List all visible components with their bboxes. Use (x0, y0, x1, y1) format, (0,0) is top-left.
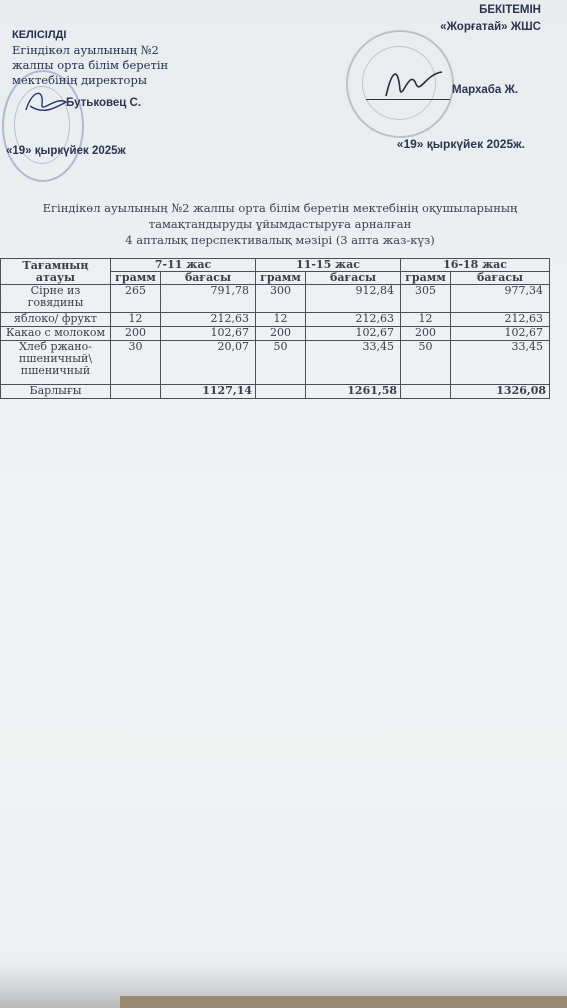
total-label: Барлығы (1, 385, 111, 399)
total-16-18: 1326,08 (451, 385, 550, 399)
document-title-line-1: Егіндікөл ауылының №2 жалпы орта білім беретін мектебінің оқушыларының (42, 201, 518, 215)
menu-table (0, 258, 550, 399)
gram-cell: 305 (401, 285, 451, 313)
company-name: «Жорғатай» ЖШС (440, 21, 541, 33)
gram-cell: 50 (401, 341, 451, 385)
price-cell: 33,45 (451, 341, 550, 385)
total-row (1, 385, 550, 399)
signature-right (380, 60, 450, 104)
table-row (1, 327, 550, 341)
empty-cell (401, 385, 451, 399)
gram-cell: 300 (256, 285, 306, 313)
director-title-line: мектебінің директоры (12, 73, 147, 87)
price-cell: 977,34 (451, 285, 550, 313)
gram-cell: 200 (401, 327, 451, 341)
sub-price: бағасы (451, 272, 550, 285)
sub-price: бағасы (161, 272, 256, 285)
date-left: «19» қыркүйек 2025ж (6, 145, 126, 157)
empty-cell (111, 385, 161, 399)
sub-price: бағасы (306, 272, 401, 285)
table-header-row (1, 259, 550, 272)
sub-gram: грамм (111, 272, 161, 285)
total-7-11: 1127,14 (161, 385, 256, 399)
gram-cell: 12 (111, 313, 161, 327)
price-cell: 212,63 (161, 313, 256, 327)
document-title-line-2: тамақтандыруды ұйымдастыруға арналған (148, 217, 412, 231)
document-title-line-3: 4 апталық перспективалық мәзірі (3 апта жаз-күз) (125, 233, 435, 247)
approval-block-right (440, 2, 541, 36)
date-right: «19» қыркүйек 2025ж. (396, 137, 525, 151)
sub-gram: грамм (256, 272, 306, 285)
table-surface (120, 996, 567, 1008)
price-cell: 212,63 (451, 313, 550, 327)
price-cell: 33,45 (306, 341, 401, 385)
gram-cell: 200 (111, 327, 161, 341)
gram-cell: 265 (111, 285, 161, 313)
sub-gram: грамм (401, 272, 451, 285)
price-cell: 912,84 (306, 285, 401, 313)
col-group-16-18: 16-18 жас (401, 259, 550, 272)
price-cell: 791,78 (161, 285, 256, 313)
col-group-7-11: 7-11 жас (111, 259, 256, 272)
table-row (1, 313, 550, 327)
price-cell: 102,67 (161, 327, 256, 341)
empty-cell (256, 385, 306, 399)
approver-name: Мархаба Ж. (452, 84, 519, 96)
gram-cell: 200 (256, 327, 306, 341)
dish-name: Хлеб ржано-пшеничный\ пшеничный (1, 341, 111, 385)
price-cell: 20,07 (161, 341, 256, 385)
approval-block-left (12, 28, 168, 88)
gram-cell: 12 (256, 313, 306, 327)
school-type-line: жалпы орта білім беретін (12, 58, 169, 72)
price-cell: 212,63 (306, 313, 401, 327)
director-name: Бутьковец С. (66, 97, 142, 109)
agreed-heading: КЕЛІСІЛДІ (12, 29, 67, 41)
price-cell: 102,67 (451, 327, 550, 341)
dish-name: яблоко/ фрукт (1, 313, 111, 327)
signature-line (366, 99, 450, 100)
approve-heading: БЕКІТЕМІН (479, 4, 541, 16)
dish-name: Сірне из говядины (1, 285, 111, 313)
dish-name: Какао с молоком (1, 327, 111, 341)
col-group-11-15: 11-15 жас (256, 259, 401, 272)
gram-cell: 12 (401, 313, 451, 327)
table-row (1, 341, 550, 385)
price-cell: 102,67 (306, 327, 401, 341)
school-name-line: Егіндікөл ауылының №2 (12, 43, 159, 57)
total-11-15: 1261,58 (306, 385, 401, 399)
gram-cell: 30 (111, 341, 161, 385)
gram-cell: 50 (256, 341, 306, 385)
table-row (1, 285, 550, 313)
col-header-dish: Тағамның атауы (1, 259, 111, 285)
signature-left (22, 84, 72, 120)
